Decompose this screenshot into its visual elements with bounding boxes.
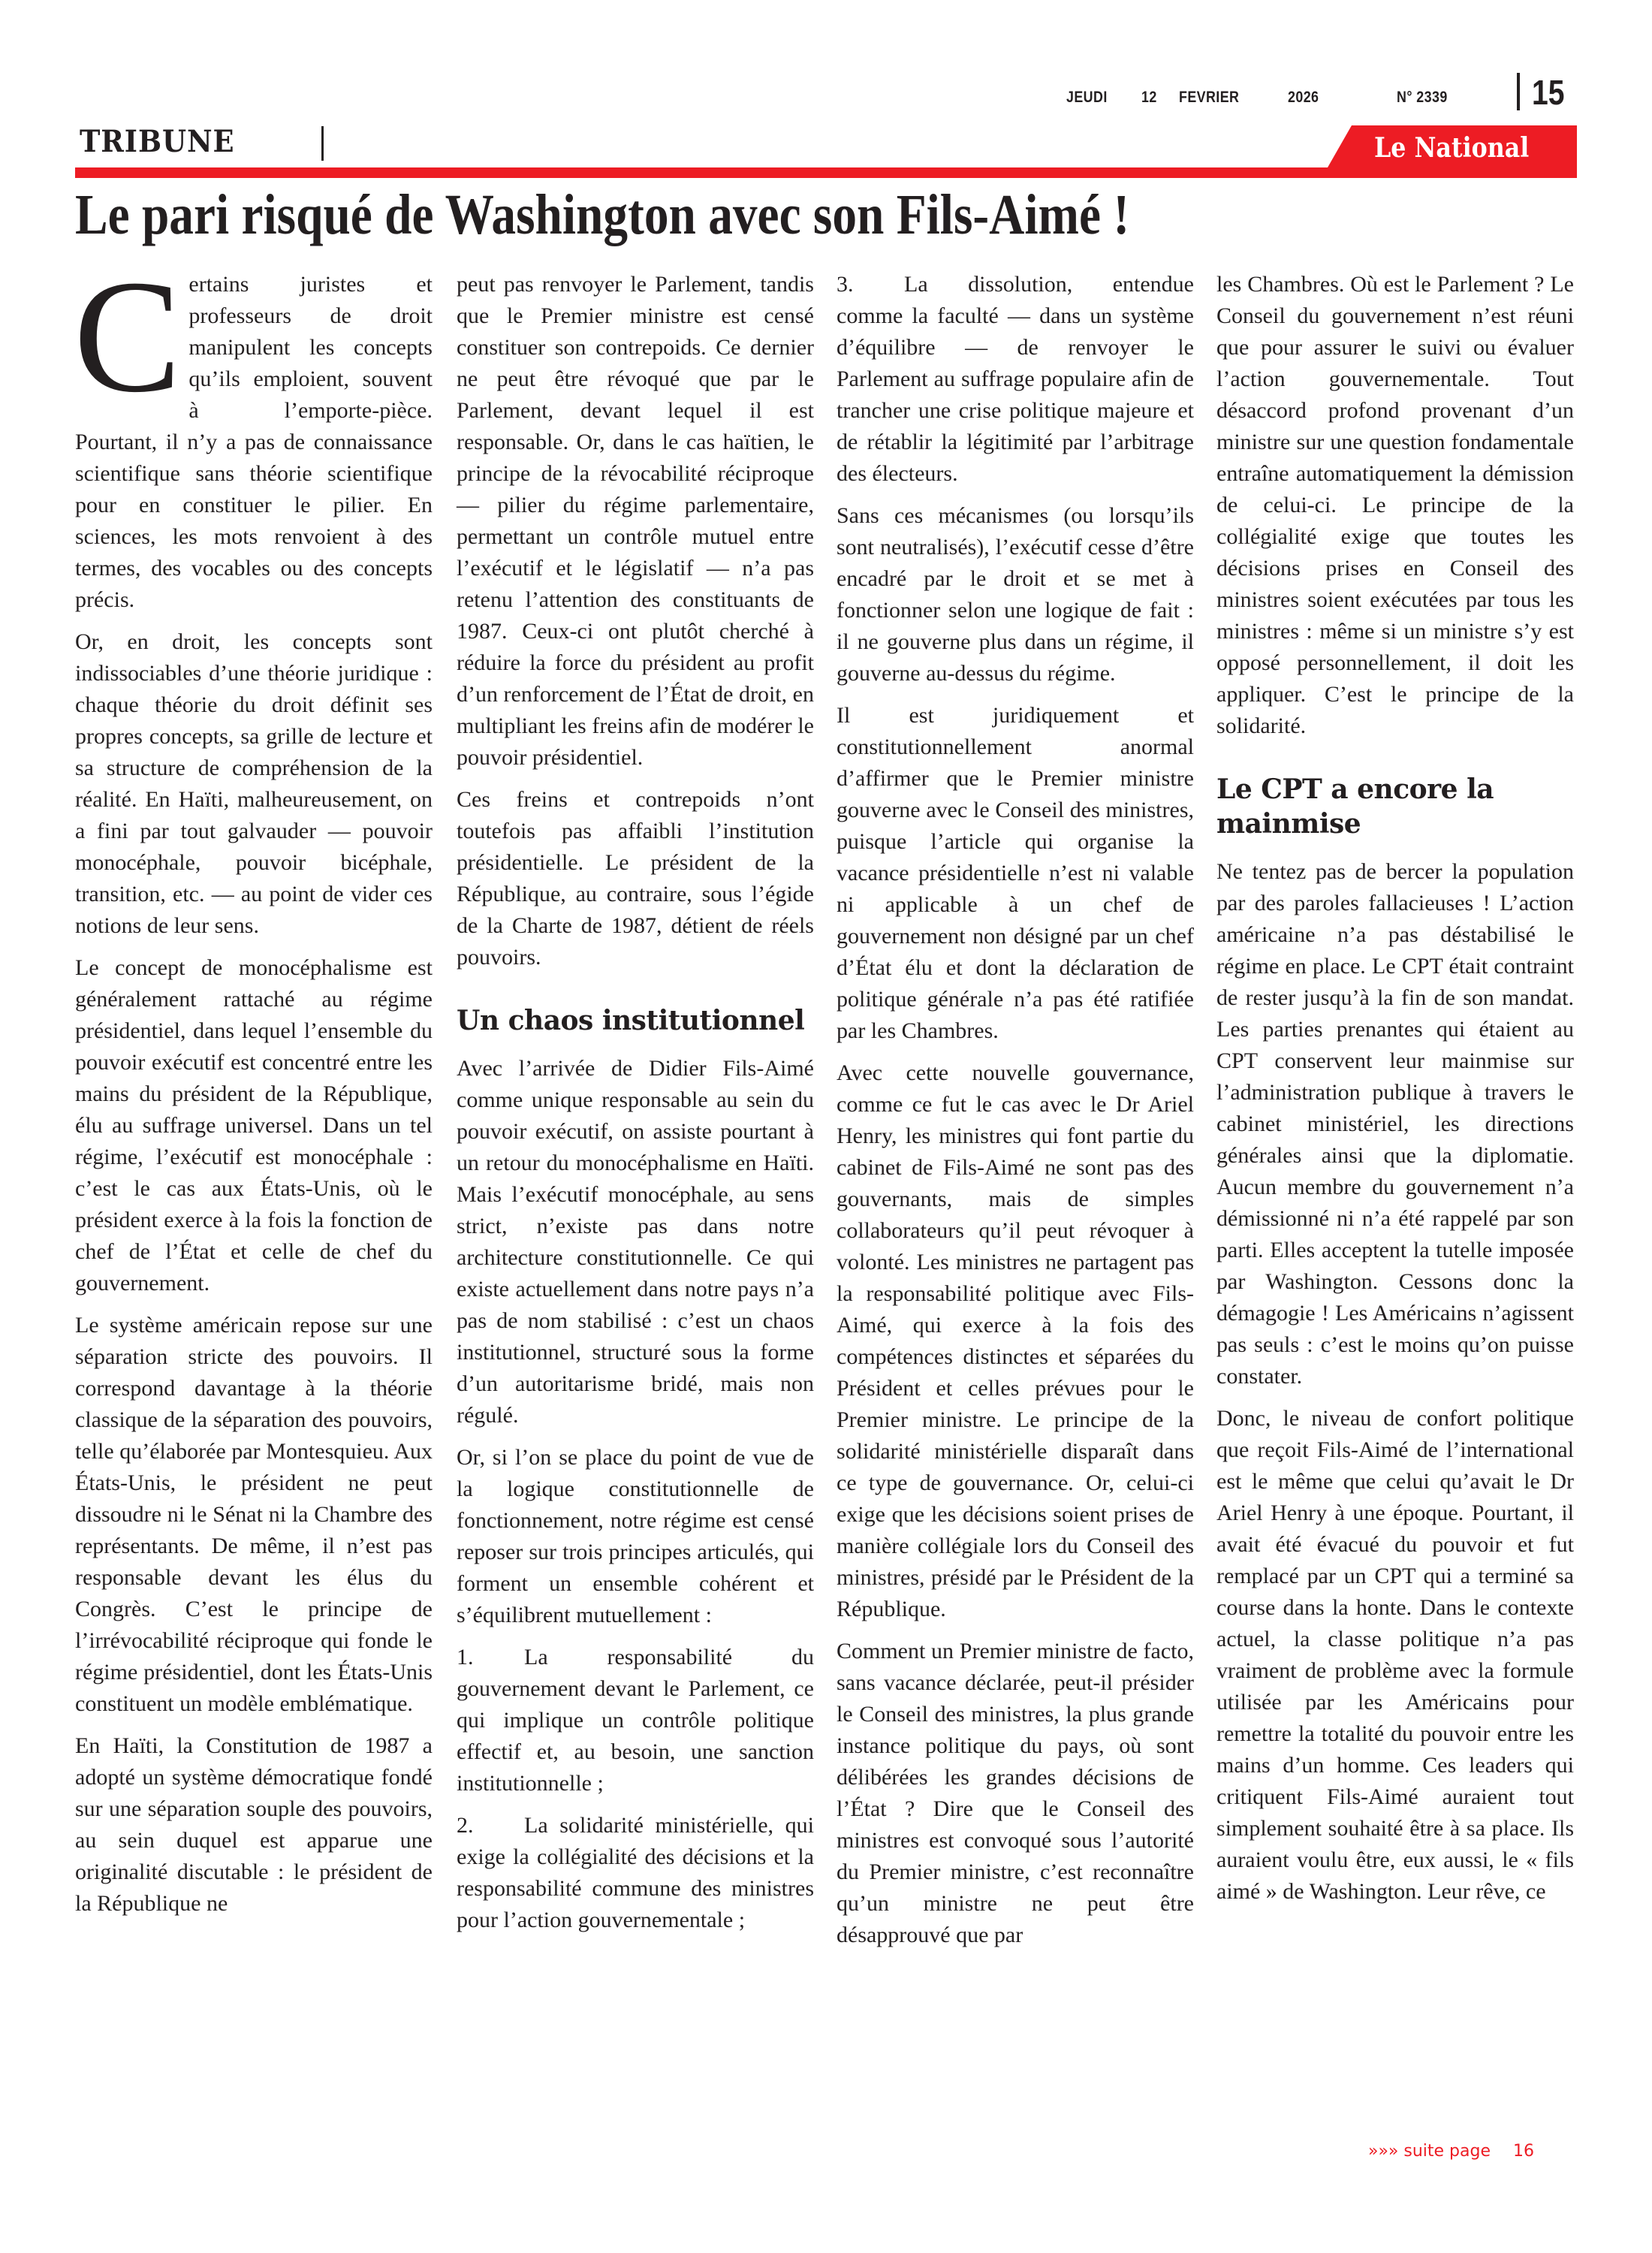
paragraph xyxy=(74,246,433,616)
paragraph: Il est juridiquement et constitutionnellement anormal d’affirmer que le Premier ministre gouverne avec le Conseil des ministres, puisque l’article qui organise la vacance présidentielle n’est ni valable ni applicable à un chef de gouvernement non désigné par un chef d’État élu et dont la déclaration de politique générale n’a pas été ratifiée par les Chambres. xyxy=(837,703,1194,1043)
continued-label: »»» suite page xyxy=(1368,2142,1491,2161)
paragraph: Donc, le niveau de confort politique que reçoit Fils-Aimé de l’international est le même que celui qu’avait le Dr Ariel Henry à une époque. Pourtant, il avait été évacué du pouvoir et fut remplacé par un CPT qui a terminé sa course dans la honte. Dans le contexte actuel, la classe politique n’a pas vraiment de problème avec la formule utilisée par les Américains pour remettre la totalité du pouvoir entre les mains d’un homme. Ces leaders qui critiquent Fils-Aimé auraient tout simplement souhaité être à sa place. Ils auraient voulu être, eux aussi, le « fils aimé » de Washington. Leur rêve, ce xyxy=(1216,1406,1574,1904)
paragraph: Ne tentez pas de bercer la population par des paroles fallacieuses ! L’action américaine n’a pas déstabilisé le régime en place. Le CPT était contraint de rester jusqu’à la fin de son mandat. Les parties prenantes qui étaient au CPT conservent leur mainmise sur l’administration publique à travers le cabinet ministériel, les directions générales ainsi que la diplomatie. Aucun membre du gouvernement n’a démissionné ni n’a été rappelé par son parti. Elles acceptent la tutelle imposée par Washington. Cessons donc la démagogie ! Les Américains n’agissent pas seuls : c’est le moins qu’on puisse constater. xyxy=(1216,859,1574,1389)
column-4 xyxy=(1216,269,1574,1918)
column-3 xyxy=(837,269,1194,1962)
column-2 xyxy=(457,269,814,1947)
column-1 xyxy=(74,246,433,1930)
paragraph: Ces freins et contrepoids n’ont toutefois pas affaibli l’institution présidentielle. Le président de la République, au contraire, sous l’égide de la Charte de 1987, détient de réels pouvoirs. xyxy=(457,787,814,970)
newspaper-brand: Le National xyxy=(1374,132,1530,164)
article-body xyxy=(74,246,1577,2131)
article-headline: Le pari risqué de Washington avec son Fils-Aimé ! xyxy=(75,183,1130,246)
subheading-chaos: Un chaos institutionnel xyxy=(457,1005,805,1036)
issue-month: FEVRIER xyxy=(1179,89,1240,106)
paragraph: Or, en droit, les concepts sont indissociables d’une théorie juridique : chaque théorie du droit définit ses propres concepts, sa grille de lecture et sa structure de compréhension de la réalité. En Haïti, malheureusement, on a fini par tout galvauder — pouvoir monocéphale, pouvoir bicéphale, transition, etc. — au point de vider ces notions de leur sens. xyxy=(75,629,433,938)
page-number: 15 xyxy=(1532,73,1565,112)
paragraph: Le système américain repose sur une séparation stricte des pouvoirs. Il correspond davantage à la théorie classique de la séparation des pouvoirs, telle qu’élaborée par Montesquieu. Aux États-Unis, le président ne peut dissoudre ni le Sénat ni la Chambre des représentants. De même, il n’est pas responsable devant les élus du Congrès. C’est le principe de l’irrévocabilité réciproque qui fonde le régime présidentiel, dont les États-Unis constituent un modèle emblématique. xyxy=(75,1313,433,1716)
paragraph: les Chambres. Où est le Parlement ? Le Conseil du gouvernement n’est réuni que pour assurer le suivi ou évaluer l’action gouvernementale. Tout désaccord profond provenant d’un ministre sur une question fondamentale entraîne automatiquement la démission de celui-ci. Le principe de la collégialité exige que toutes les décisions prises en Conseil des ministres soient exécutées par tous les ministres : même si un ministre s’y est opposé personnellement, il doit les appliquer. C’est le principe de la solidarité. xyxy=(1216,272,1574,738)
paragraph: Avec cette nouvelle gouvernance, comme ce fut le cas avec le Dr Ariel Henry, les ministres qui font partie du cabinet de Fils-Aimé ne sont pas des gouvernants, mais de simples collaborateurs qu’il peut révoquer à volonté. Les ministres ne partagent pas la responsabilité politique avec Fils-Aimé, qui exerce à la fois des compétences distinctes et séparées du Président et celles prévues pour le Premier ministre. Le principe de la solidarité ministérielle disparaît dans ce type de gouvernance. Or, celui-ci exige que les décisions soient prises de manière collégiale lors du Conseil des ministres, présidé par le Président de la République. xyxy=(837,1060,1194,1621)
list-text: La solidarité ministérielle, qui exige la collégialité des décisions et la responsabilité commune des ministres pour l’action gouvernementale ; xyxy=(457,1813,814,1932)
issue-date: 12 xyxy=(1141,89,1157,106)
paragraph: Sans ces mécanismes (ou lorsqu’ils sont neutralisés), l’exécutif cesse d’être encadré par le droit et se met à fonctionner selon une logique de fait : il ne gouverne plus dans un régime, il gouverne au-dessus du régime. xyxy=(837,503,1194,686)
paragraph-text: ertains juristes et professeurs de droit manipulent les concepts qu’ils emploient, souvent à l’emporte-pièce. Pourtant, il n’y a pas de connaissance scientifique sans théorie scientifique pour en constituer le pilier. En sciences, les mots renvoient à des termes, des vocables ou des concepts précis. xyxy=(75,272,433,612)
list-item xyxy=(457,1642,814,1799)
paragraph: Comment un Premier ministre de facto, sans vacance déclarée, peut-il présider le Conseil des ministres, la plus grande instance politique du pays, où sont délibérées les grandes décisions de l’État ? Dire que le Conseil des ministres est convoqué sous l’autorité du Premier ministre, c’est reconnaître qu’un ministre ne peut être désapprouvé que par xyxy=(837,1639,1194,1947)
issue-number: N° 2339 xyxy=(1397,89,1448,106)
continued-on-link[interactable] xyxy=(1368,2142,1534,2161)
paragraph: En Haïti, la Constitution de 1987 a adopté un système démocratique fondé sur une séparation souple des pouvoirs, au sein duquel est apparue une originalité discutable : le président de la République ne xyxy=(75,1733,433,1916)
list-number: 3. xyxy=(837,272,854,297)
section-divider xyxy=(321,126,324,161)
list-text: La responsabilité du gouvernement devant le Parlement, ce qui implique un contrôle politique effectif et, au besoin, une sanction institutionnelle ; xyxy=(457,1645,814,1796)
page-number-divider xyxy=(1517,73,1520,110)
paragraph: Avec l’arrivée de Didier Fils-Aimé comme unique responsable au sein du pouvoir exécutif, on assiste pourtant à un retour du monocéphalisme en Haïti. Mais l’exécutif monocéphale, au sens strict, n’existe pas dans notre architecture constitutionnelle. Ce qui existe actuellement dans notre pays n’a pas de nom stabilisé : c’est un chaos institutionnel, structuré sous la forme d’un autoritarisme bridé, mais non régulé. xyxy=(457,1056,814,1428)
subheading-cpt: Le CPT a encore la mainmise xyxy=(1216,774,1494,840)
paragraph: peut pas renvoyer le Parlement, tandis que le Premier ministre est censé constituer son contrepoids. Ce dernier ne peut être révoqué que par le Parlement, devant lequel il est responsable. Or, dans le cas haïtien, le principe de la révocabilité réciproque — pilier du régime parlementaire, permettant un contrôle mutuel entre l’exécutif et le législatif — n’a pas retenu l’attention des constituants de 1987. Ceux-ci ont plutôt cherché à réduire la force du président au profit d’un renforcement de l’État de droit, en multipliant les freins afin de modérer le pouvoir présidentiel. xyxy=(457,272,814,770)
continued-page-number: 16 xyxy=(1513,2142,1534,2161)
list-number: 1. xyxy=(457,1645,474,1669)
issue-year: 2026 xyxy=(1288,89,1319,106)
list-number: 2. xyxy=(457,1813,474,1838)
paragraph: Or, si l’on se place du point de vue de la logique constitutionnelle de fonctionnement, notre régime est censé reposer sur trois principes articulés, qui forment un ensemble cohérent et s’équilibrent mutuellement : xyxy=(457,1445,814,1627)
drop-cap: C xyxy=(74,246,182,426)
section-label: TRIBUNE xyxy=(80,124,235,159)
paragraph: Le concept de monocéphalisme est généralement rattaché au régime présidentiel, dans lequel l’ensemble du pouvoir exécutif est concentré entre les mains du président de la République, élu au suffrage universel. Dans un tel régime, l’exécutif est monocéphale : c’est le cas aux États-Unis, où le président exerce à la fois la fonction de chef de l’État et celle de chef du gouvernement. xyxy=(75,955,433,1295)
issue-day: JEUDI xyxy=(1066,89,1108,106)
list-item xyxy=(837,269,1194,490)
list-item xyxy=(457,1810,814,1936)
issue-metadata xyxy=(1066,75,1577,120)
list-text: La dissolution, entendue comme la faculté — dans un système d’équilibre — de renvoyer le Parlement au suffrage populaire afin de trancher une crise politique majeure et de rétablir la légitimité par l’arbitrage des électeurs. xyxy=(837,272,1194,486)
